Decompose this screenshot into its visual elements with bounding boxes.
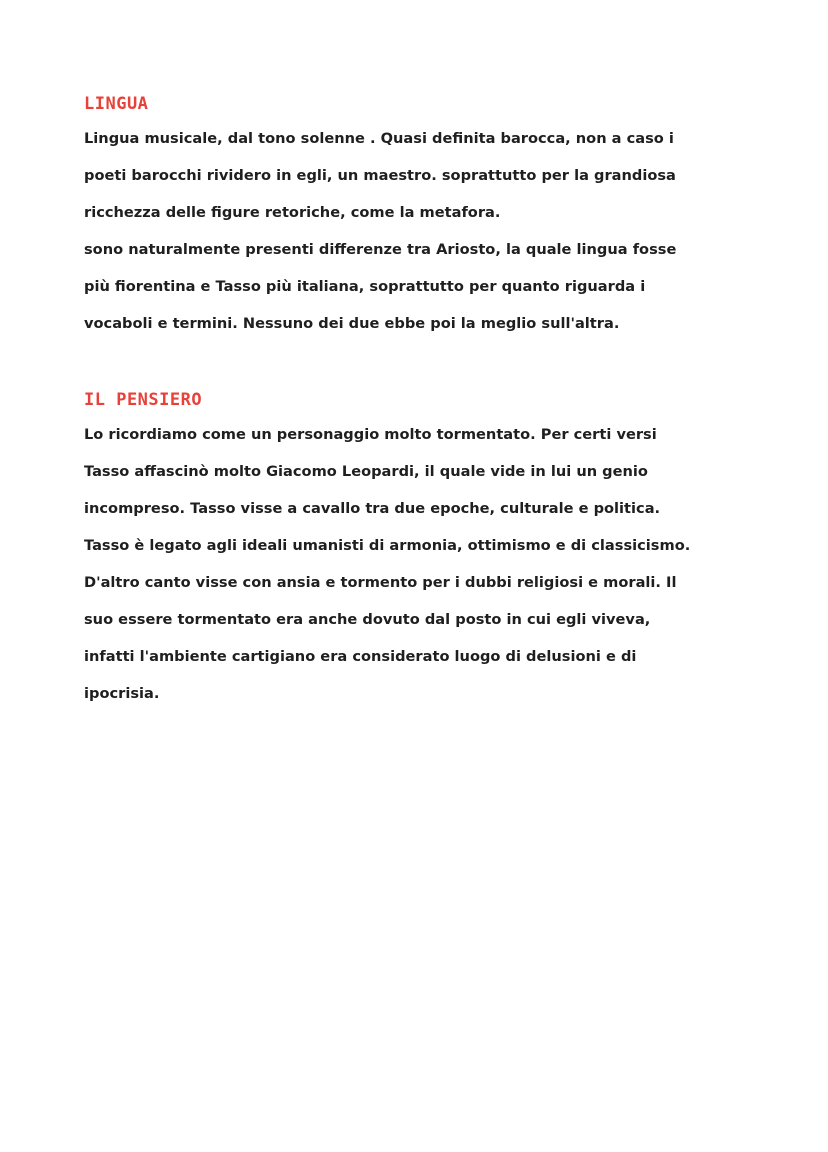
paragraph-line: ipocrisia. [84, 685, 160, 702]
paragraph-line: infatti l'ambiente cartigiano era considerato luogo di delusioni e di [84, 648, 637, 665]
section-il-pensiero [84, 388, 764, 712]
paragraph-line: Lingua musicale, dal tono solenne . Quasi definita barocca, non a caso i [84, 130, 674, 147]
paragraph-line: poeti barocchi rividero in egli, un maestro. soprattutto per la grandiosa [84, 167, 676, 184]
paragraph-line: Lo ricordiamo come un personaggio molto tormentato. Per certi versi [84, 426, 657, 443]
paragraph-line: D'altro canto visse con ansia e tormento per i dubbi religiosi e morali. Il [84, 574, 677, 591]
paragraph-line: sono naturalmente presenti differenze tra Ariosto, la quale lingua fosse [84, 241, 677, 258]
paragraph-line: vocaboli e termini. Nessuno dei due ebbe poi la meglio sull'altra. [84, 315, 620, 332]
paragraph-line: più fiorentina e Tasso più italiana, soprattutto per quanto riguarda i [84, 278, 646, 295]
paragraph-line: Tasso affascinò molto Giacomo Leopardi, il quale vide in lui un genio [84, 463, 648, 480]
section-heading-lingua: LINGUA [84, 94, 149, 114]
paragraph-line: Tasso è legato agli ideali umanisti di armonia, ottimismo e di classicismo. [84, 537, 691, 554]
section-heading-il-pensiero: IL PENSIERO [84, 390, 203, 410]
paragraph-line: suo essere tormentato era anche dovuto dal posto in cui egli viveva, [84, 611, 651, 628]
paragraph-line: incompreso. Tasso visse a cavallo tra due epoche, culturale e politica. [84, 500, 661, 517]
paragraph-line: ricchezza delle figure retoriche, come la metafora. [84, 204, 501, 221]
section-lingua [84, 92, 764, 342]
